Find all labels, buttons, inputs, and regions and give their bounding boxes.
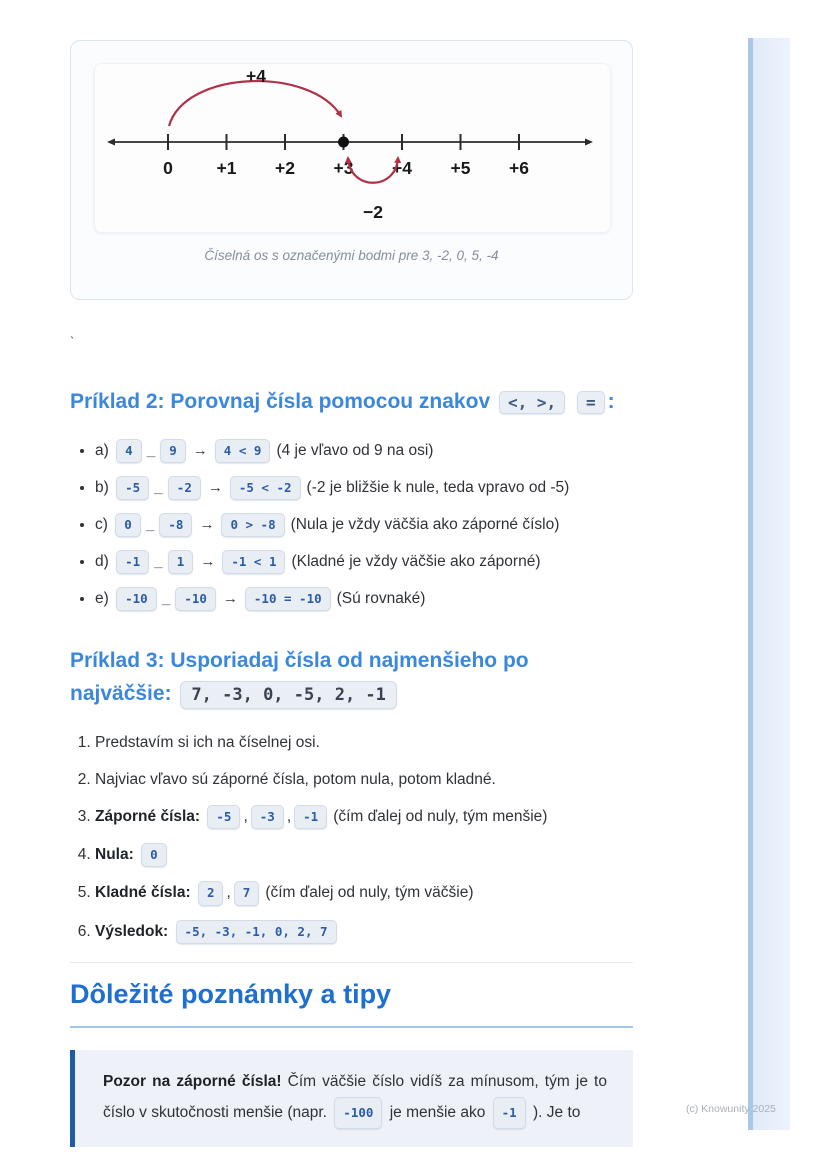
example2-heading-text: Príklad 2: Porovnaj čísla pomocou znakov: [70, 390, 491, 413]
figure-caption: Číselná os s označenými bodmi pre 3, -2, 0, 5, -4: [204, 248, 499, 263]
content-column: [70, 0, 633, 1147]
inline-code: 0: [115, 513, 141, 537]
inline-code: 2: [198, 881, 224, 905]
item-note: (Nula je vždy väčšia ako záporné číslo): [290, 515, 560, 533]
arrow-glyph: →: [199, 515, 215, 533]
comparison-item-e: [95, 587, 633, 611]
comma: ,: [243, 808, 248, 826]
inline-code: 0 > -8: [221, 513, 284, 537]
item-note: (4 je vľavo od 9 na osi): [276, 441, 434, 459]
callout-text: ). Je to: [528, 1104, 581, 1122]
inline-code: -5: [207, 805, 240, 829]
notes-section-title: Dôležité poznámky a tipy: [70, 979, 633, 1028]
inline-code: -2: [168, 476, 201, 500]
step-2: [95, 769, 633, 791]
inline-code: -1: [294, 805, 327, 829]
step-bold: Kladné čísla:: [95, 884, 191, 902]
item-label: a): [95, 441, 109, 459]
warning-callout: [70, 1050, 633, 1148]
comparison-item-c: [95, 513, 633, 537]
inline-code: <, >,: [499, 391, 565, 414]
comma: ,: [286, 808, 292, 826]
step-text: Najviac vľavo sú záporné čísla, potom nula, potom kladné.: [95, 770, 496, 788]
step-bold: Záporné čísla:: [95, 808, 201, 826]
arrow-glyph: →: [207, 478, 223, 496]
inline-code: -10 = -10: [245, 587, 331, 611]
callout-text: Čím väčšie číslo vidíš za mínusom, tým je to číslo v skutočnosti menšie (napr.: [103, 1072, 607, 1122]
inline-code: -5, -3, -1, 0, 2, 7: [176, 920, 337, 944]
step-bold: Nula:: [95, 846, 134, 864]
underscore: _: [161, 590, 171, 608]
inline-code: 7, -3, 0, -5, 2, -1: [180, 681, 396, 709]
arrow-glyph: →: [222, 590, 238, 608]
tick-label-1: +1: [216, 158, 237, 178]
axis-tick-labels: [163, 158, 529, 178]
next-page-edge-bar: [748, 38, 790, 1130]
inline-code: 9: [160, 439, 186, 463]
stray-backtick: `: [70, 334, 75, 349]
inline-code: 4 < 9: [215, 439, 271, 463]
figure-card: [70, 40, 633, 300]
example3-heading: [70, 645, 633, 710]
item-note: (Kladné je vždy väčšie ako záporné): [291, 552, 541, 570]
item-label: d): [95, 552, 109, 570]
underscore: _: [145, 515, 155, 533]
inline-code: -5 < -2: [230, 476, 301, 500]
step-text: Predstavím si ich na číselnej osi.: [95, 734, 320, 752]
point-marker: [338, 137, 349, 148]
inline-code: -5: [116, 476, 149, 500]
tick-label-4: +4: [392, 158, 412, 178]
item-label: b): [95, 478, 109, 496]
jump-back-arc: [348, 158, 398, 183]
inline-code: -3: [251, 805, 284, 829]
example2-heading-colon: :: [607, 390, 615, 413]
number-line-svg: [95, 64, 610, 230]
inline-code: 4: [116, 439, 142, 463]
comma: ,: [226, 884, 231, 902]
callout-bold: Pozor na záporné čísla!: [103, 1072, 282, 1090]
item-label: e): [95, 590, 109, 608]
tick-label-5: +5: [450, 158, 471, 178]
section-divider: [70, 962, 633, 963]
comparison-item-d: [95, 550, 633, 574]
underscore: _: [154, 552, 163, 570]
jump-forward-label: +4: [246, 66, 266, 86]
ordering-steps-list: [70, 732, 633, 943]
comparison-item-b: [95, 476, 633, 500]
inline-code: -10: [116, 587, 157, 611]
item-label: c): [95, 515, 108, 533]
inline-code: -1: [116, 550, 149, 574]
step-note: (čím ďalej od nuly, tým menšie): [333, 808, 548, 826]
underscore: _: [146, 441, 156, 459]
tick-label-2: +2: [275, 158, 295, 178]
inline-code: 7: [234, 881, 260, 905]
comparison-list: [70, 439, 633, 612]
number-line-figure: [94, 63, 611, 233]
example2-heading: [70, 386, 633, 419]
jump-back-label: −2: [363, 202, 383, 222]
inline-code: -1: [493, 1097, 526, 1129]
tick-label-0: 0: [163, 158, 173, 178]
step-4: [95, 843, 633, 867]
inline-code: =: [577, 391, 605, 414]
arrow-glyph: →: [200, 552, 216, 570]
step-bold: Výsledok:: [95, 922, 169, 940]
inline-code: -100: [334, 1097, 382, 1129]
item-note: (Sú rovnaké): [336, 590, 426, 608]
step-6: [95, 920, 633, 944]
jump-forward-arc: [169, 81, 341, 126]
comparison-item-a: [95, 439, 633, 463]
example3-heading-text: Príklad 3: Usporiadaj čísla od najmenšieho po najväčšie:: [70, 649, 529, 705]
step-1: [95, 732, 633, 754]
tick-label-3: +3: [333, 158, 354, 178]
underscore: _: [154, 478, 163, 496]
inline-code: -8: [159, 513, 192, 537]
copyright-watermark: (c) Knowunity 2025: [686, 1103, 776, 1115]
inline-code: 1: [168, 550, 194, 574]
step-5: [95, 881, 633, 905]
inline-code: -1 < 1: [222, 550, 285, 574]
tick-label-6: +6: [509, 158, 529, 178]
inline-code: -10: [175, 587, 216, 611]
step-3: [95, 805, 633, 829]
item-note: (-2 je bližšie k nule, teda vpravo od -5): [306, 478, 570, 496]
callout-text: je menšie ako: [385, 1104, 490, 1122]
inline-code: 0: [141, 843, 167, 867]
arrow-glyph: →: [192, 441, 208, 459]
step-note: (čím ďalej od nuly, tým väčšie): [265, 884, 474, 902]
